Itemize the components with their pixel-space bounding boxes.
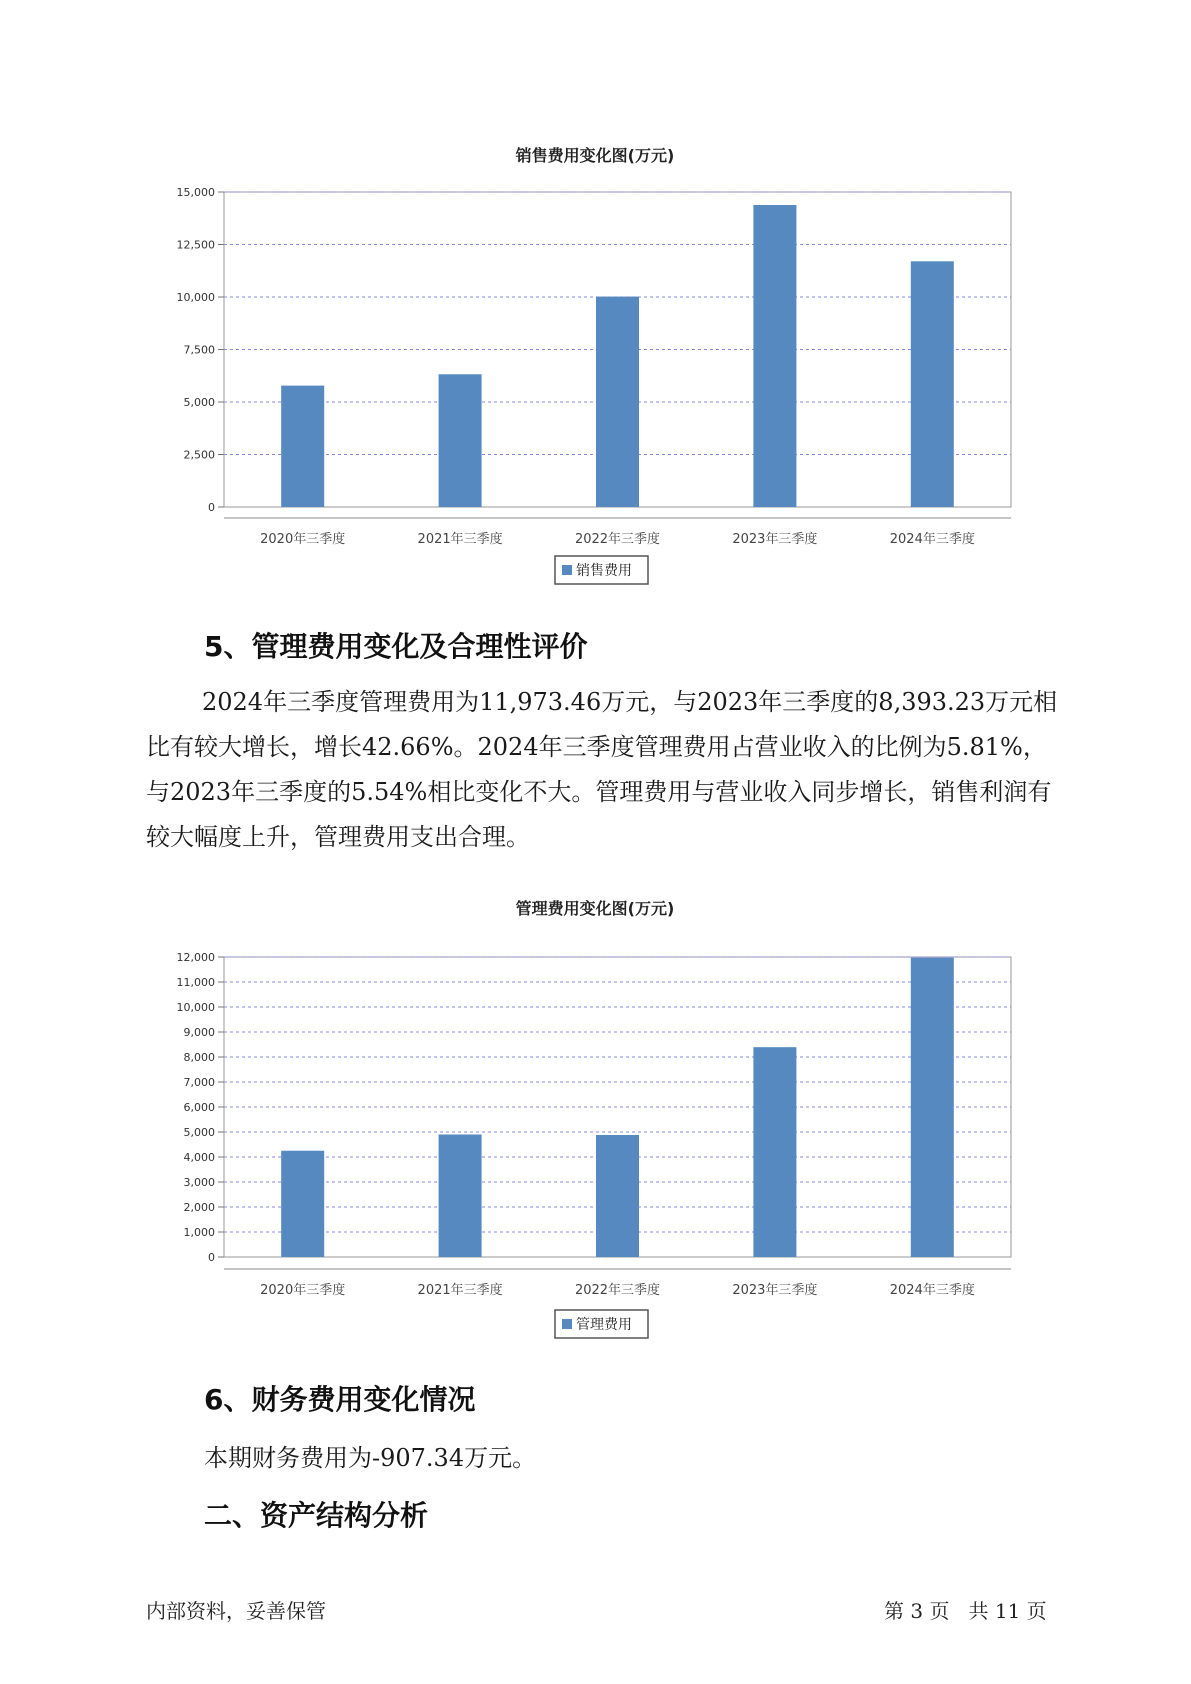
x-tick-label: 2021年三季度 (417, 1283, 503, 1298)
x-tick-label: 2024年三季度 (889, 1283, 975, 1298)
bar (596, 297, 639, 507)
y-tick-label: 5,000 (183, 1126, 215, 1139)
y-tick-label: 7,500 (183, 343, 215, 357)
x-tick-label: 2022年三季度 (574, 532, 661, 547)
y-tick-label: 2,000 (183, 1201, 215, 1214)
bar (439, 1135, 482, 1258)
y-tick-label: 0 (208, 1251, 215, 1264)
y-tick-label: 10,000 (176, 1001, 215, 1014)
admin-expense-chart (0, 890, 1191, 1350)
y-tick-label: 8,000 (183, 1051, 215, 1064)
sales-expense-chart (0, 130, 1191, 600)
y-tick-label: 11,000 (176, 976, 215, 989)
y-tick-label: 7,000 (183, 1076, 215, 1089)
x-tick-label: 2024年三季度 (889, 532, 975, 547)
bar (753, 205, 796, 507)
y-tick-label: 3,000 (183, 1176, 215, 1189)
footer-left: 内部资料，妥善保管 (146, 1599, 326, 1623)
legend-label: 管理费用 (576, 1317, 632, 1333)
legend-swatch (562, 565, 572, 575)
bar (911, 261, 954, 507)
bar (281, 386, 324, 507)
section-6-paragraph: 本期财务费用为-907.34万元。 (204, 1444, 537, 1472)
y-tick-label: 6,000 (183, 1101, 215, 1114)
y-tick-label: 1,000 (183, 1226, 215, 1239)
bar (753, 1047, 796, 1257)
section-two-heading: 二、资产结构分析 (204, 1499, 429, 1532)
legend-label: 销售费用 (576, 563, 632, 579)
y-tick-label: 9,000 (183, 1026, 215, 1039)
bar (596, 1135, 639, 1257)
y-tick-label: 12,500 (176, 238, 215, 252)
x-tick-label: 2023年三季度 (732, 1283, 818, 1298)
y-tick-label: 15,000 (176, 186, 215, 199)
bar (281, 1151, 324, 1257)
y-tick-label: 2,500 (183, 448, 215, 462)
y-tick-label: 12,000 (176, 951, 215, 964)
chart-title: 管理费用变化图(万元) (515, 899, 675, 918)
bar (911, 958, 954, 1257)
legend-swatch (562, 1319, 572, 1329)
y-tick-label: 10,000 (176, 291, 215, 304)
section-5-heading: 5、管理费用变化及合理性评价 (204, 630, 588, 663)
section-6-heading: 6、财务费用变化情况 (204, 1383, 476, 1416)
bar (439, 374, 482, 507)
footer-page-number: 第 3 页 共 11 页 (884, 1599, 1047, 1623)
y-tick-label: 5,000 (183, 396, 215, 409)
chart-title: 销售费用变化图(万元) (515, 146, 675, 165)
section-5-paragraph: 2024年三季度管理费用为11,973.46万元，与2023年三季度的8,393.23万元相比有较大增长，增长42.66%。2024年三季度管理费用占营业收入的比例为5.81%，与2023年三季度的5.54%相比变化不大。管理费用与营业收入同步增长，销售利润有较大幅度上升，管理费用支出合理。 (146, 688, 1058, 851)
y-tick-label: 4,000 (183, 1151, 215, 1164)
x-tick-label: 2020年三季度 (260, 532, 346, 547)
x-tick-label: 2023年三季度 (732, 532, 818, 547)
x-tick-label: 2022年三季度 (574, 1283, 661, 1298)
x-tick-label: 2020年三季度 (260, 1283, 346, 1298)
y-tick-label: 0 (208, 501, 215, 514)
x-tick-label: 2021年三季度 (417, 532, 503, 547)
